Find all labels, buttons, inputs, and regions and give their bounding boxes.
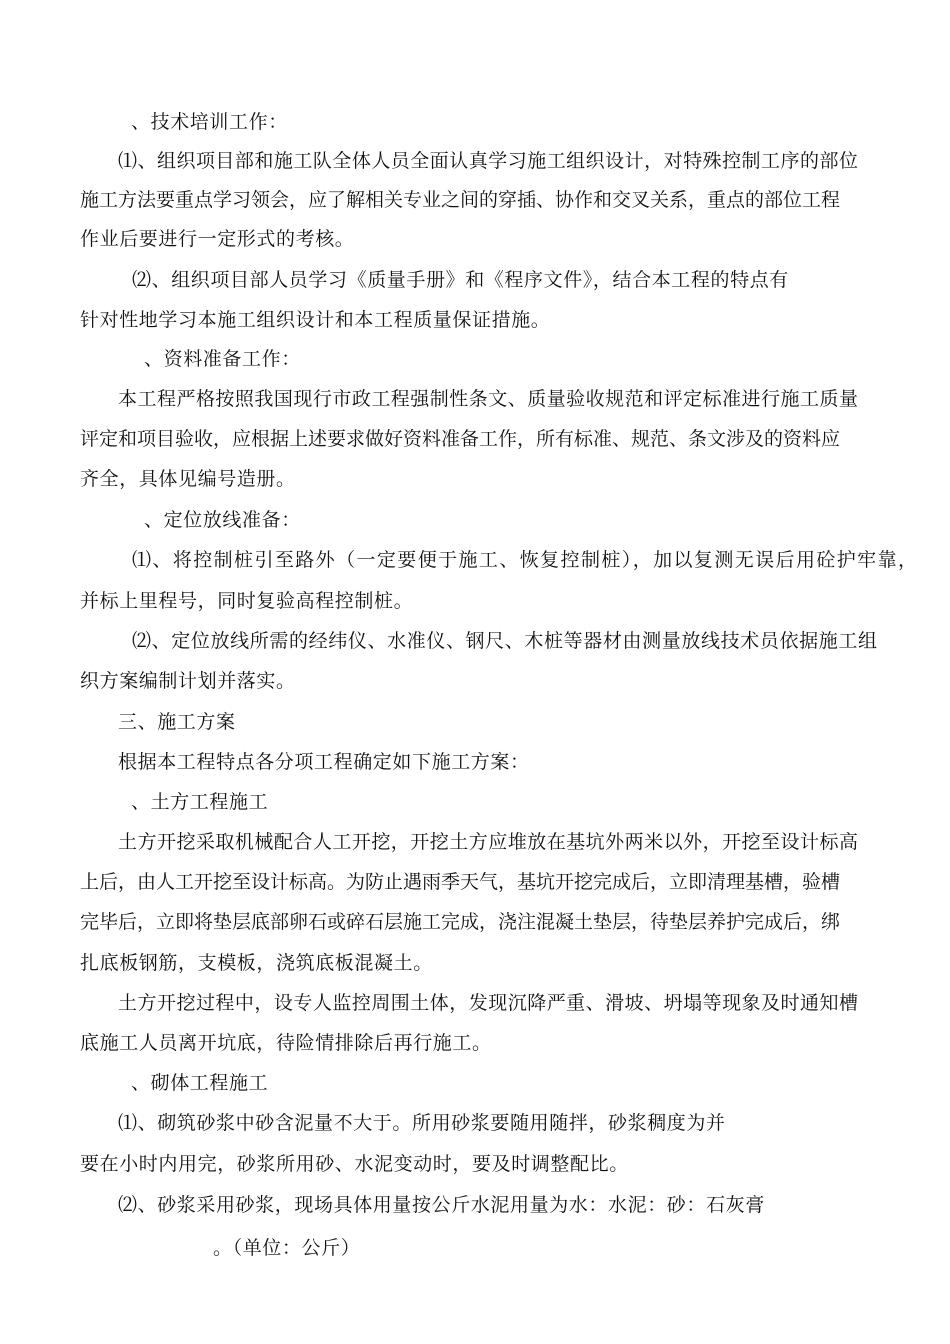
paragraph-line: ⑵、组织项目部人员学习《质量手册》和《程序文件》，结合本工程的特点有 — [132, 269, 789, 291]
paragraph-line: ⑴、砌筑砂浆中砂含泥量不大于。所用砂浆要随用随拌，砂浆稠度为并 — [118, 1112, 726, 1134]
paragraph-line: 评定和项目验收，应根据上述要求做好资料准备工作，所有标准、规范、条文涉及的资料应 — [80, 428, 841, 450]
heading-technical-training: 、技术培训工作： — [131, 111, 288, 133]
paragraph-line: ⑴、将控制桩引至路外（一定要便于施工、恢复控制桩），加以复测无误后用砼护牢靠， — [132, 549, 917, 571]
paragraph-line: ⑵、砂浆采用砂浆，现场具体用量按公斤水泥用量为水：水泥：砂：石灰膏 — [118, 1194, 765, 1216]
paragraph-line: 并标上里程号，同时复验高程控制桩。 — [80, 590, 414, 612]
paragraph-line: 作业后要进行一定形式的考核。 — [80, 228, 355, 250]
paragraph-line: ⑴、组织项目部和施工队全体人员全面认真学习施工组织设计，对特殊控制工序的部位 — [118, 150, 858, 172]
paragraph-line: 施工方法要重点学习领会，应了解相关专业之间的穿插、协作和交叉关系，重点的部位工程 — [80, 189, 841, 211]
paragraph-line: 本工程严格按照我国现行市政工程强制性条文、质量验收规范和评定标准进行施工质量 — [118, 388, 858, 410]
paragraph-line: ⑵、定位放线所需的经纬仪、水准仪、钢尺、木桩等器材由测量放线技术员依据施工组 — [132, 630, 877, 652]
paragraph-line: 。（单位：公斤） — [213, 1237, 361, 1259]
heading-document-preparation: 、资料准备工作： — [144, 348, 301, 370]
heading-masonry: 、砌体工程施工 — [131, 1072, 269, 1094]
paragraph-line: 扎底板钢筋，支模板，浇筑底板混凝土。 — [80, 952, 433, 974]
heading-construction-plan: 三、施工方案 — [118, 711, 236, 733]
paragraph-line: 土方开挖采取机械配合人工开挖，开挖土方应堆放在基坑外两米以外，开挖至设计标高 — [118, 831, 858, 853]
paragraph-line: 要在小时内用完，砂浆所用砂、水泥变动时，要及时调整配比。 — [80, 1153, 629, 1175]
heading-earthwork: 、土方工程施工 — [131, 791, 269, 813]
heading-positioning-setout: 、定位放线准备： — [144, 509, 301, 531]
paragraph-line: 织方案编制计划并落实。 — [80, 670, 296, 692]
paragraph-line: 齐全，具体见编号造册。 — [80, 468, 296, 490]
paragraph-line: 上后，由人工开挖至设计标高。为防止遇雨季天气，基坑开挖完成后，立即清理基槽，验槽 — [80, 871, 841, 893]
paragraph-line: 底施工人员离开坑底，待险情排除后再行施工。 — [80, 1032, 492, 1054]
paragraph-line: 土方开挖过程中，设专人监控周围土体，发现沉降严重、滑坡、坍塌等现象及时通知槽 — [118, 992, 858, 1014]
paragraph-line: 针对性地学习本施工组织设计和本工程质量保证措施。 — [80, 309, 551, 331]
paragraph-line: 根据本工程特点各分项工程确定如下施工方案： — [118, 751, 530, 773]
paragraph-line: 完毕后，立即将垫层底部卵石或碎石层施工完成，浇注混凝土垫层，待垫层养护完成后，绑 — [80, 911, 841, 933]
